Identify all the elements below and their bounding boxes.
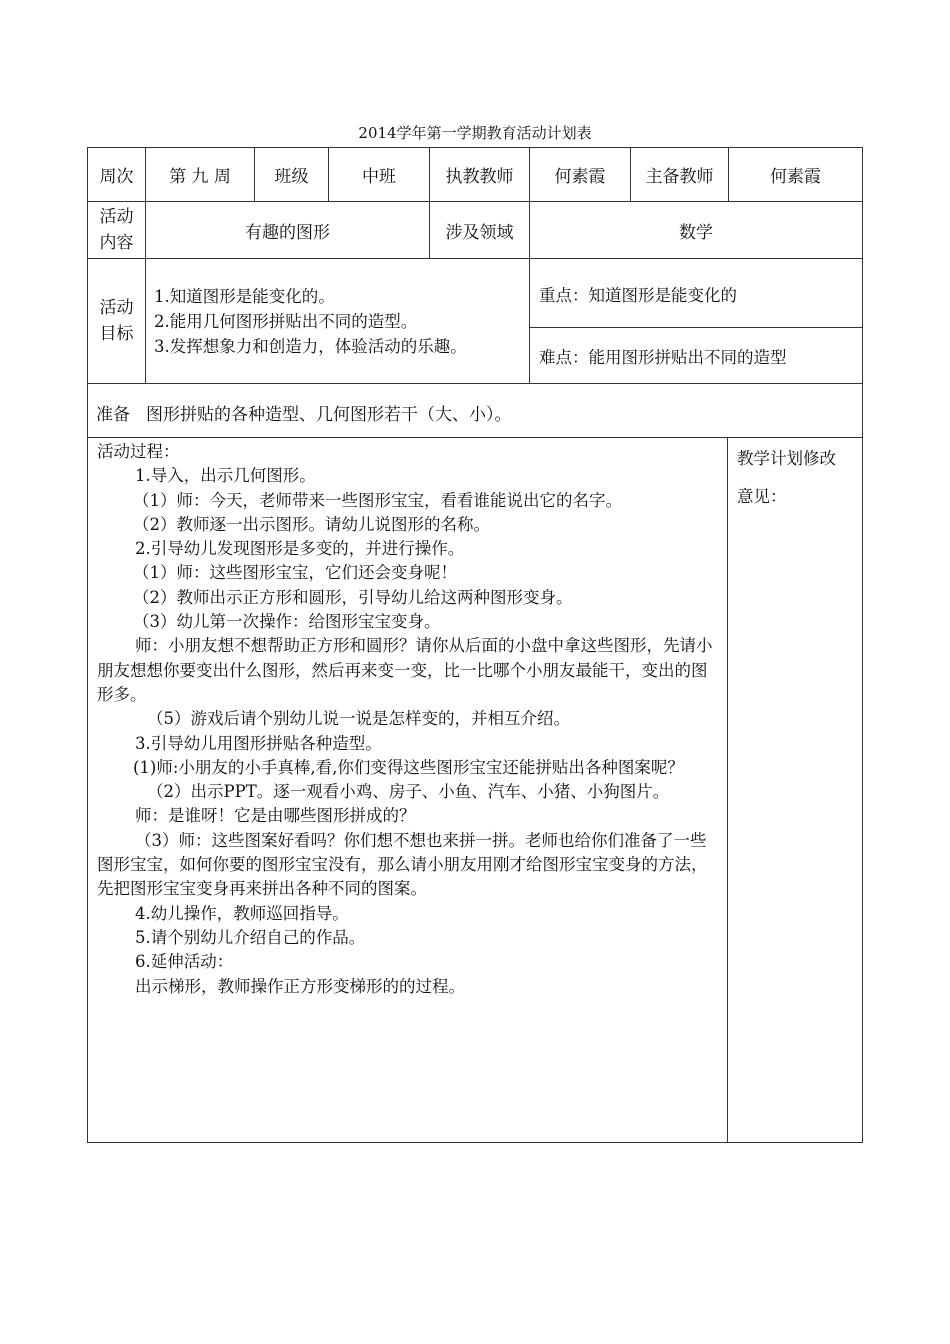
process-line: （2）教师逐一出示图形。请幼儿说图形的名称。 <box>133 514 490 534</box>
prep-label: 准备 <box>96 405 130 425</box>
process-line: 1.导入，出示几何图形。 <box>135 466 316 486</box>
process-paragraph: 师：小朋友想不想帮助正方形和圆形？请你从后面的小盘中拿这些图形，先请小朋友想想你要变出什么图形，然后再来变一变，比一比哪个小朋友最能干，变出的图形多。 <box>97 636 713 704</box>
goals-label-line2: 目标 <box>99 324 134 344</box>
process-section <box>97 440 722 999</box>
process-line: 5.请个别幼儿介绍自己的作品。 <box>135 927 366 947</box>
revision-label-line2: 意见： <box>737 487 787 506</box>
prep-value: 图形拼贴的各种造型、几何图形若干（大、小）。 <box>146 405 512 425</box>
process-line: 3.引导幼儿用图形拼贴各种造型。 <box>135 733 382 753</box>
process-line: （3）幼儿第一次操作：给图形宝宝变身。 <box>133 612 441 632</box>
goal-item: 1.知道图形是能变化的。 <box>154 287 335 306</box>
process-line: （5）游戏后请个别幼儿说一说是怎样变的，并相互介绍。 <box>147 709 570 729</box>
goal-item: 3.发挥想象力和创造力，体验活动的乐趣。 <box>154 337 467 356</box>
lead-teacher-value: 何素霞 <box>770 167 821 187</box>
process-line: 师：是谁呀！它是由哪些图形拼成的？ <box>135 806 416 826</box>
process-paragraph: (1)师:小朋友的小手真棒,看,你们变得这些图形宝宝还能拼贴出各种图案呢？ <box>133 757 684 777</box>
process-line: 6.延伸活动： <box>135 952 234 972</box>
content-label-line2: 内容 <box>99 233 134 253</box>
class-value: 中班 <box>362 167 396 187</box>
goal-item: 2.能用几何图形拼贴出不同的造型。 <box>154 312 418 331</box>
process-line: （1）师：今天，老师带来一些图形宝宝，看看谁能说出它的名字。 <box>133 490 622 510</box>
lead-teacher-label: 主备教师 <box>645 167 714 187</box>
key-point: 重点：知道图形是能变化的 <box>539 286 737 305</box>
goals-list <box>154 284 526 359</box>
class-label: 班级 <box>274 167 309 187</box>
process-line: 出示梯形，教师操作正方形变梯形的的过程。 <box>135 976 465 996</box>
process-line: （2）教师出示正方形和圆形，引导幼儿给这两种图形变身。 <box>133 587 573 607</box>
week-value: 第 九 周 <box>169 167 231 187</box>
domain-value: 数学 <box>679 222 713 243</box>
content-value: 有趣的图形 <box>245 222 330 243</box>
page-title: 2014学年第一学期教育活动计划表 <box>358 124 592 142</box>
goals-label <box>88 259 145 383</box>
process-heading: 活动过程： <box>97 442 180 461</box>
content-label-line1: 活动 <box>99 207 134 227</box>
domain-label: 涉及领域 <box>445 222 514 243</box>
revision-comments <box>737 440 859 516</box>
process-line: 4.幼儿操作，教师巡回指导。 <box>135 903 349 923</box>
teacher-value: 何素霞 <box>554 167 606 187</box>
teacher-label: 执教教师 <box>445 167 514 187</box>
goals-label-line1: 活动 <box>99 298 134 318</box>
process-line: （2）出示PPT。逐一观看小鸡、房子、小鱼、汽车、小猪、小狗图片。 <box>147 782 670 802</box>
process-line: （1）师：这些图形宝宝，它们还会变身呢！ <box>133 563 457 583</box>
content-label <box>88 202 145 258</box>
process-line: 2.引导幼儿发现图形是多变的，并进行操作。 <box>135 539 465 559</box>
revision-label: 教学计划修改 <box>737 449 836 468</box>
difficulty-point: 难点：能用图形拼贴出不同的造型 <box>539 348 787 367</box>
week-label: 周次 <box>99 167 134 187</box>
process-paragraph: （3）师：这些图案好看吗？你们想不想也来拼一拼。老师也给你们准备了一些图形宝宝，如何你要的图形宝宝没有，那么请小朋友用刚才给图形宝宝变身的方法，先把图形宝宝变身再来拼出各种不同的图案。 <box>97 830 708 899</box>
